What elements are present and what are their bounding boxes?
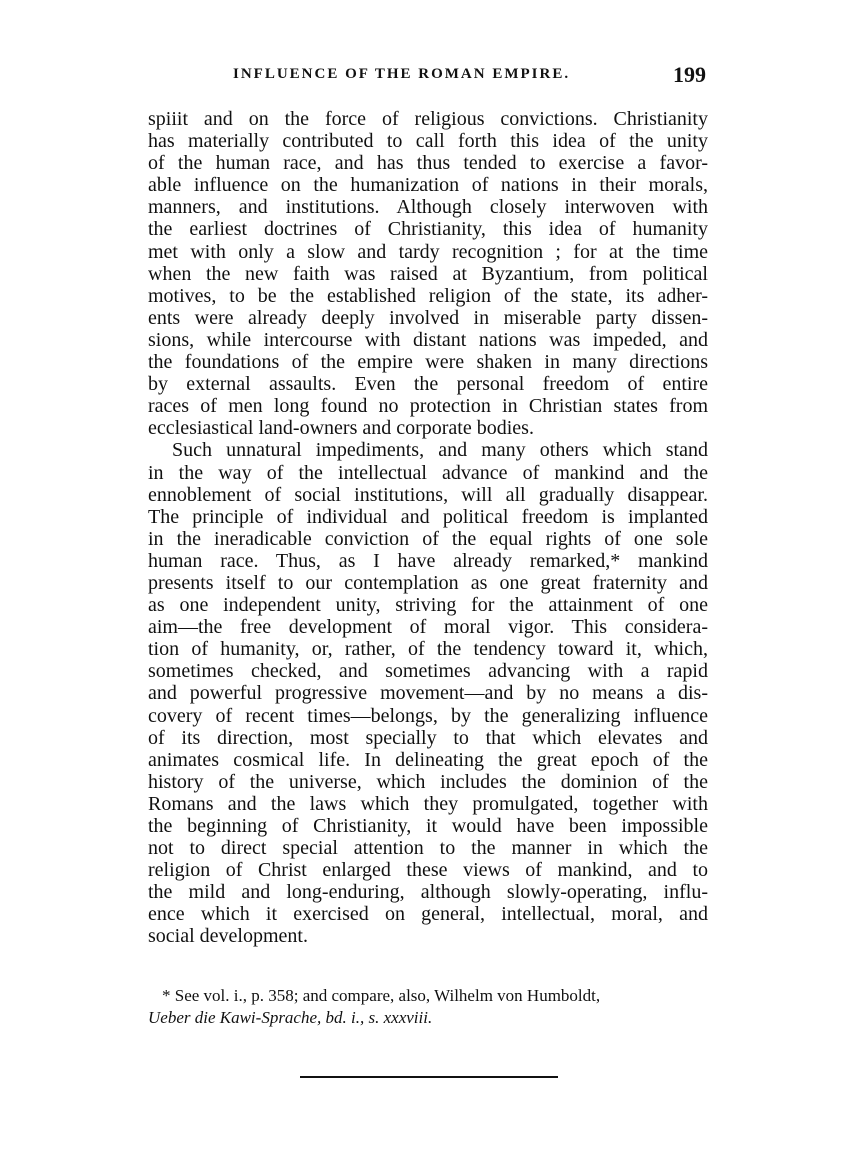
text-line: Romans and the laws which they promulgated, together with bbox=[148, 792, 708, 815]
text-line: human race. Thus, as I have already remarked,* mankind bbox=[148, 549, 708, 572]
footnote-line: Ueber die Kawi-Sprache, bd. i., s. xxxviii. bbox=[148, 1008, 433, 1027]
footnote-line: * See vol. i., p. 358; and compare, also, Wilhelm von Humboldt, bbox=[162, 986, 601, 1005]
text-line: presents itself to our contemplation as one great fraternity and bbox=[148, 571, 708, 594]
end-rule bbox=[300, 1076, 558, 1078]
running-title: INFLUENCE OF THE ROMAN EMPIRE. bbox=[233, 66, 571, 82]
text-line: as one independent unity, striving for the attainment of one bbox=[148, 594, 708, 617]
text-line: tion of humanity, or, rather, of the tendency toward it, which, bbox=[148, 638, 708, 661]
text-line: social development. bbox=[148, 925, 308, 948]
text-line: ents were already deeply involved in miserable party dissen- bbox=[148, 306, 708, 329]
text-line: sions, while intercourse with distant nations was impeded, and bbox=[148, 328, 708, 351]
text-line: Such unnatural impediments, and many others which stand bbox=[172, 439, 708, 462]
text-line: in the ineradicable conviction of the equal rights of one sole bbox=[148, 527, 708, 550]
text-line: history of the universe, which includes the dominion of the bbox=[148, 770, 708, 793]
text-line: manners, and institutions. Although closely interwoven with bbox=[148, 196, 708, 219]
text-line: ecclesiastical land-owners and corporate bodies. bbox=[148, 417, 534, 440]
text-line: ennoblement of social institutions, will all gradually disappear. bbox=[148, 483, 708, 506]
text-line: aim—the free development of moral vigor. This considera- bbox=[148, 616, 708, 639]
text-line: the foundations of the empire were shaken in many directions bbox=[148, 351, 708, 374]
text-line: races of men long found no protection in Christian states from bbox=[148, 395, 708, 418]
text-line: the earliest doctrines of Christianity, this idea of humanity bbox=[148, 218, 708, 241]
text-line: sometimes checked, and sometimes advancing with a rapid bbox=[148, 660, 708, 683]
text-line: The principle of individual and political freedom is implanted bbox=[148, 505, 708, 528]
text-line: has materially contributed to call forth this idea of the unity bbox=[148, 130, 708, 153]
text-line: covery of recent times—belongs, by the generalizing influence bbox=[148, 704, 708, 727]
text-line: religion of Christ enlarged these views of mankind, and to bbox=[148, 859, 708, 882]
text-line: of the human race, and has thus tended to exercise a favor- bbox=[148, 152, 708, 175]
text-line: ence which it exercised on general, intellectual, moral, and bbox=[148, 903, 708, 926]
page-number: 199 bbox=[673, 62, 706, 87]
text-line: not to direct special attention to the manner in which the bbox=[148, 837, 708, 860]
running-head bbox=[148, 62, 706, 90]
text-line: animates cosmical life. In delineating the great epoch of the bbox=[148, 748, 708, 771]
text-line: motives, to be the established religion of the state, its adher- bbox=[148, 284, 708, 307]
text-line: and powerful progressive movement—and by no means a dis- bbox=[148, 682, 708, 705]
text-line: by external assaults. Even the personal freedom of entire bbox=[148, 373, 708, 396]
text-line: in the way of the intellectual advance of mankind and the bbox=[148, 461, 708, 484]
body-text bbox=[148, 108, 708, 948]
text-line: able influence on the humanization of nations in their morals, bbox=[148, 174, 708, 197]
text-line: spiiit and on the force of religious convictions. Christianity bbox=[148, 108, 708, 130]
text-line: met with only a slow and tardy recognition ; for at the time bbox=[148, 240, 708, 263]
text-line: when the new faith was raised at Byzantium, from political bbox=[148, 262, 708, 285]
text-line: the mild and long-enduring, although slowly-operating, influ- bbox=[148, 881, 708, 904]
footnote bbox=[148, 985, 708, 1029]
text-line: the beginning of Christianity, it would have been impossible bbox=[148, 815, 708, 837]
text-line: of its direction, most specially to that which elevates and bbox=[148, 726, 708, 749]
